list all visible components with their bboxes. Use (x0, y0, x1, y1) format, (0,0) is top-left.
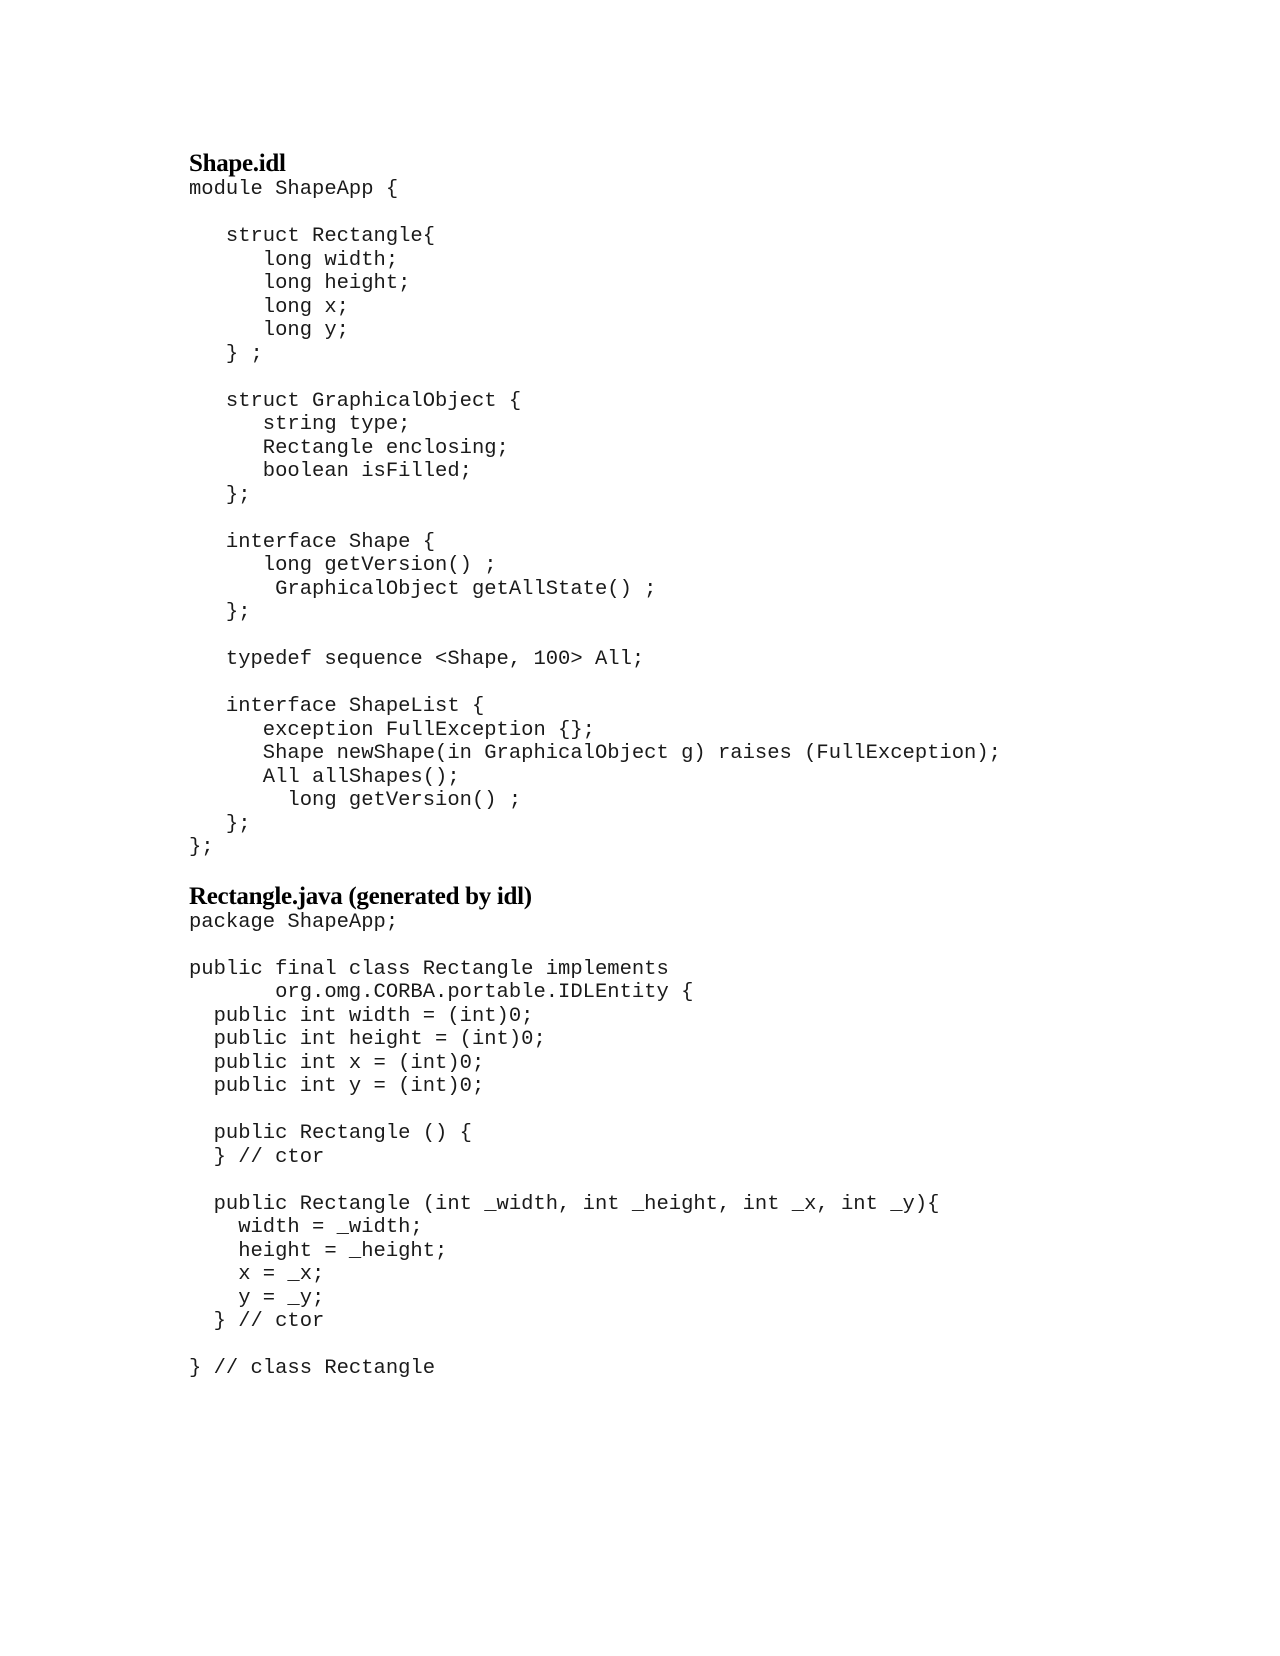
code-line: All allShapes(); (189, 765, 460, 789)
code-line (189, 934, 1189, 958)
code-line: Shape newShape(in GraphicalObject g) raises (FullException); (189, 742, 1001, 765)
code-line: y = _y; (189, 1286, 325, 1310)
code-line: } // class Rectangle (189, 1357, 436, 1380)
code-line: x = _x; (189, 1263, 325, 1286)
code-block (189, 178, 1189, 860)
code-line: org.omg.CORBA.portable.IDLEntity { (189, 981, 694, 1004)
code-line: typedef sequence <Shape, 100> All; (189, 648, 645, 671)
code-line: struct GraphicalObject { (189, 389, 522, 413)
code-line: boolean isFilled; (189, 460, 472, 483)
code-line: } // ctor (189, 1310, 325, 1333)
code-line: module ShapeApp { (189, 178, 399, 201)
code-line: interface Shape { (189, 530, 436, 554)
code-line: }; (189, 601, 251, 624)
code-line: long getVersion() ; (189, 789, 522, 812)
code-line (189, 1334, 1189, 1358)
code-line: package ShapeApp; (189, 910, 399, 934)
code-line (189, 507, 1189, 531)
code-line: long getVersion() ; (189, 554, 497, 577)
code-line: long x; (189, 295, 349, 319)
document-page (189, 150, 1189, 1381)
code-line: public int width = (int)0; (189, 1004, 534, 1028)
code-line: public Rectangle (int _width, int _height, int _x, int _y){ (189, 1192, 940, 1216)
code-line (189, 625, 1189, 649)
code-line: }; (189, 812, 251, 836)
code-line: public int height = (int)0; (189, 1028, 546, 1051)
code-line: public int y = (int)0; (189, 1075, 485, 1098)
code-line: } // ctor (189, 1145, 325, 1169)
code-line (189, 366, 1189, 390)
code-line: }; (189, 483, 251, 507)
code-line: long height; (189, 272, 411, 295)
code-line: width = _width; (189, 1216, 423, 1239)
code-line (189, 672, 1189, 696)
section-heading: Shape.idl (189, 150, 286, 177)
code-line: height = _height; (189, 1239, 448, 1263)
code-line: long y; (189, 319, 349, 342)
code-line: Rectangle enclosing; (189, 436, 509, 460)
code-line: long width; (189, 248, 399, 272)
code-line (189, 202, 1189, 226)
section-rectangle-java (189, 883, 1189, 1381)
code-line: }; (189, 836, 214, 859)
code-line: } ; (189, 342, 263, 366)
code-line: public int x = (int)0; (189, 1051, 485, 1075)
code-block (189, 911, 1189, 1381)
section-shape-idl (189, 150, 1189, 860)
code-line: struct Rectangle{ (189, 225, 436, 248)
code-line (189, 1169, 1189, 1193)
code-line (189, 1099, 1189, 1123)
code-line: interface ShapeList { (189, 695, 485, 718)
code-line: GraphicalObject getAllState() ; (189, 577, 657, 601)
code-line: exception FullException {}; (189, 718, 595, 742)
section-heading: Rectangle.java (generated by idl) (189, 882, 532, 910)
code-line: public final class Rectangle implements (189, 957, 669, 981)
code-line: string type; (189, 413, 411, 436)
code-line: public Rectangle () { (189, 1122, 472, 1145)
